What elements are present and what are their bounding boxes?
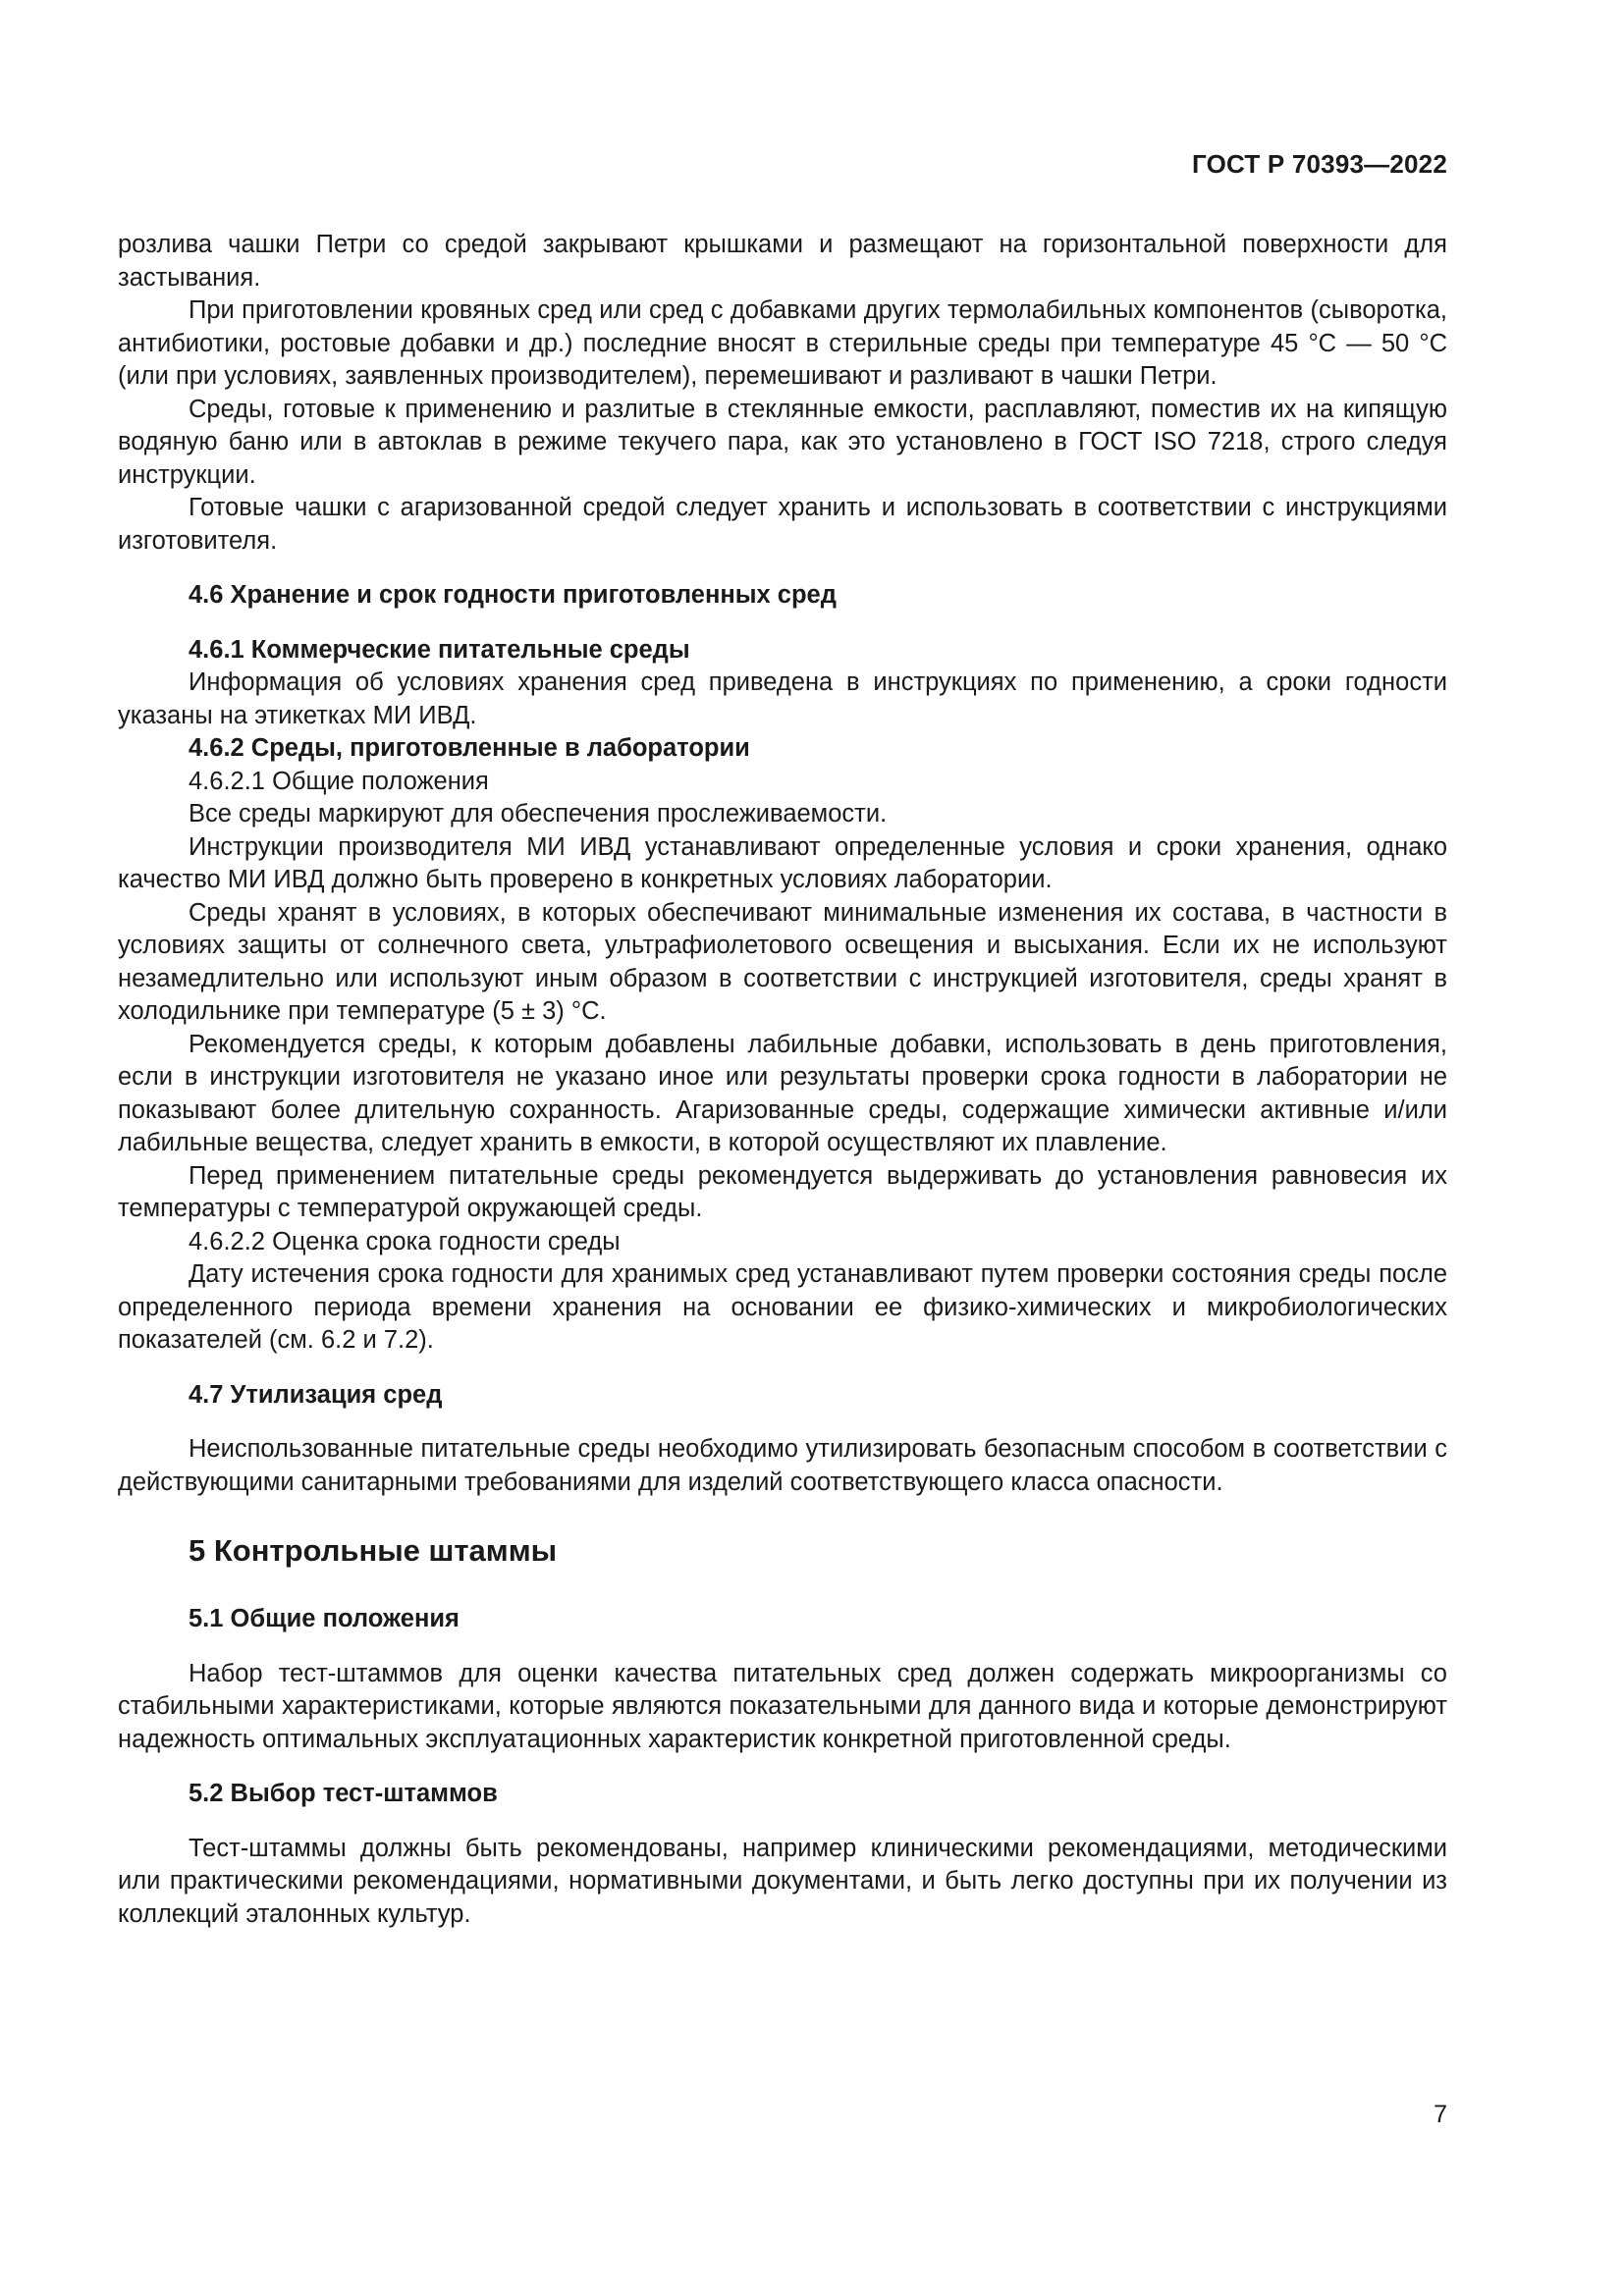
section-heading-4-7: 4.7 Утилизация сред xyxy=(189,1380,443,1409)
paragraph-disposal: Неиспользованные питательные среды необходимо утилизировать безопасным способом в соответствии с действующими санитарными требованиями для изделий соответствующего класса опасности. xyxy=(118,1435,1447,1496)
page-number: 7 xyxy=(1434,2101,1447,2128)
paragraph-ready-media: Среды, готовые к применению и разлитые в стеклянные емкости, расплавляют, поместив их на кипящую водяную баню или в автоклав в режиме текучего пара, как это установлено в ГОСТ ISO 7218, строго следуя инструкции. xyxy=(118,395,1447,489)
chapter-heading-5: 5 Контрольные штаммы xyxy=(189,1533,558,1568)
spacer xyxy=(118,558,1447,579)
spacer xyxy=(118,1499,1447,1532)
paragraph-prepared-plates: Готовые чашки с агаризованной средой следует хранить и использовать в соответствии с инструкциями изготовителя. xyxy=(118,494,1447,555)
paragraph-storage-conditions: Среды хранят в условиях, в которых обеспечивают минимальные изменения их состава, в частности в условиях защиты от солнечного света, ультрафиолетового освещения и высыхания. Если их не используют незамедлительно или используют иным образом в соответствии с инструкцией изготовителя, среды хранят в холодильнике при температуре (5 ± 3) °С. xyxy=(118,898,1447,1025)
spacer xyxy=(118,1358,1447,1379)
paragraph-test-strain-set: Набор тест-штаммов для оценки качества питательных сред должен содержать микроорганизмы со стабильными характеристиками, которые являются показательными для данного вида и которые демонстрируют надежность оптимальных эксплуатационных характеристик конкретной приготовленной среды. xyxy=(118,1659,1447,1753)
paragraph-test-strain-selection: Тест-штаммы должны быть рекомендованы, например клиническими рекомендациями, методическими или практическими рекомендациями, нормативными документами, и быть легко доступны при их получении из коллекций эталонных культур. xyxy=(118,1834,1447,1928)
section-heading-5-2: 5.2 Выбор тест-штаммов xyxy=(189,1780,498,1807)
spacer xyxy=(118,1412,1447,1433)
section-heading-4-6: 4.6 Хранение и срок годности приготовленных сред xyxy=(189,581,837,609)
spacer xyxy=(118,1811,1447,1833)
page-content xyxy=(118,229,1447,1931)
spacer xyxy=(118,1756,1447,1778)
paragraph-labile-additives: Рекомендуется среды, к которым добавлены лабильные добавки, использовать в день приготовления, если в инструкции изготовителя не указано иное или результаты проверки срока годности в лаборатории не показывают более длительную сохранность. Агаризованные среды, содержащие химически активные и/или лабильные вещества, следует хранить в емкости, в которой осуществляют их плавление. xyxy=(118,1030,1447,1156)
paragraph-commercial-media: Информация об условиях хранения сред приведена в инструкциях по применению, а сроки годности указаны на этикетках МИ ИВД. xyxy=(118,668,1447,729)
document-identifier: ГОСТ Р 70393—2022 xyxy=(1192,149,1447,179)
paragraph-marking: Все среды маркируют для обеспечения прослеживаемости. xyxy=(189,800,888,828)
spacer xyxy=(118,1636,1447,1658)
clause-heading-4-6-2-1: 4.6.2.1 Общие положения xyxy=(189,767,489,795)
paragraph-expiry-date: Дату истечения срока годности для хранимых сред устанавливают путем проверки состояния среды после определенного периода времени хранения на основании ее физико-химических и микробиологических показателей (см. 6.2 и 7.2). xyxy=(118,1260,1447,1354)
spacer xyxy=(118,1570,1447,1603)
section-heading-5-1: 5.1 Общие положения xyxy=(189,1605,460,1632)
spacer xyxy=(118,613,1447,634)
paragraph-temperature-equilibrium: Перед применением питательные среды рекомендуется выдерживать до установления равновесия их температуры с температурой окружающей среды. xyxy=(118,1161,1447,1222)
paragraph-manufacturer-instructions: Инструкции производителя МИ ИВД устанавливают определенные условия и сроки хранения, однако качество МИ ИВД должно быть проверено в конкретных условиях лаборатории. xyxy=(118,832,1447,893)
clause-heading-4-6-2-2: 4.6.2.2 Оценка срока годности среды xyxy=(189,1227,621,1255)
subsection-heading-4-6-1: 4.6.1 Коммерческие питательные среды xyxy=(189,635,690,664)
subsection-heading-4-6-2: 4.6.2 Среды, приготовленные в лаборатории xyxy=(189,734,750,762)
paragraph-blood-media: При приготовлении кровяных сред или сред с добавками других термолабильных компонентов (сыворотка, антибиотики, ростовые добавки и др.) последние вносят в стерильные среды при температуре 45 °С — 50 °С (или при условиях, заявленных производителем), перемешивают и разливают в чашки Петри. xyxy=(118,296,1447,390)
paragraph-continuation: розлива чашки Петри со средой закрывают крышками и размещают на горизонтальной поверхности для застывания. xyxy=(118,231,1447,292)
